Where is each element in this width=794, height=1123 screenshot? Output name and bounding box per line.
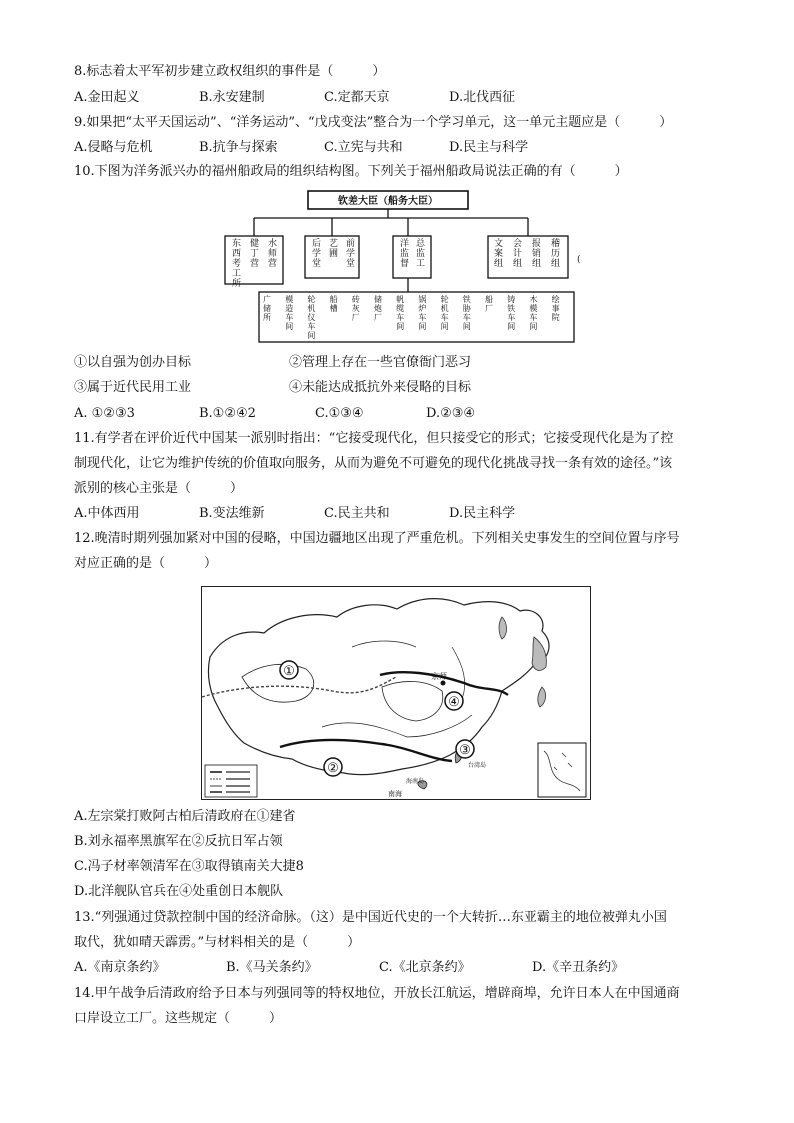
svg-text:①: ① [283, 664, 295, 679]
q10-option-d[interactable]: D.②③④ [426, 406, 476, 421]
map-marker-3 [456, 740, 474, 758]
org-chart-level3-col: 锅炉车间 [418, 295, 427, 331]
q8-option-d[interactable]: D.北伐西征 [449, 90, 516, 105]
q13-stem-line2: 取代，犹如晴天霹雳。”与材料相关的是（ ） [74, 935, 361, 950]
q11-option-c[interactable]: C.民主共和 [324, 506, 390, 521]
q11-stem-line3: 派别的核心主张是（ ） [74, 481, 244, 496]
q12-option-d[interactable]: D.北洋舰队官兵在④处重创日本舰队 [74, 884, 284, 899]
q13-option-c[interactable]: C.《北京条约》 [379, 960, 471, 975]
org-chart-level3-col: 铁胁车间 [462, 295, 471, 331]
map-marker-4 [445, 692, 463, 710]
org-chart-level3-col: 轮机车间 [440, 295, 449, 331]
q10-statement-1: ①以自强为创办目标 [74, 355, 192, 370]
org-chart-level2-col: 会计组 [513, 239, 523, 269]
org-chart-level2-col: 总监工 [416, 239, 426, 269]
org-chart-level3-col: 铸铁车间 [507, 295, 516, 331]
org-chart-level3-col: 木模车间 [529, 295, 538, 331]
svg-text:③: ③ [459, 743, 471, 758]
q9-option-c[interactable]: C.立宪与共和 [324, 140, 403, 155]
map-label-island: 台湾岛 [468, 762, 487, 769]
map-label-sea: 南海 [388, 790, 402, 798]
q12-option-b[interactable]: B.刘永福率黑旗军在②反抗日军占领 [74, 834, 283, 849]
org-chart-level2-col: 艺圃 [329, 239, 339, 259]
org-chart-level3-col: 帆缆车间 [396, 295, 405, 331]
org-chart-level2-col: 水师营 [268, 239, 278, 269]
org-chart-level2-col: 稽历组 [551, 239, 561, 269]
q8-stem: 8.标志着太平军初步建立政权组织的事件是（ ） [74, 64, 386, 79]
map-inset [538, 743, 586, 797]
org-chart-level3-col: 轮机仪车间 [307, 295, 316, 340]
org-chart-level2-col: 文案组 [494, 239, 504, 269]
org-chart-level3-col: 广储所 [263, 295, 271, 322]
q14-stem-line1: 14.甲午战争后清政府给予日本与列强同等的特权地位，开放长江航运，增辟商埠，允许日本人在中国通商 [74, 986, 680, 1001]
q9-option-d[interactable]: D.民主与科学 [449, 140, 529, 155]
q12-option-a[interactable]: A.左宗棠打败阿古柏后清政府在①建省 [74, 809, 296, 824]
q10-statement-2: ②管理上存在一些官僚衙门恶习 [289, 355, 472, 370]
q11-option-b[interactable]: B.变法维新 [199, 506, 265, 521]
q8-option-b[interactable]: B.永安建制 [199, 90, 265, 105]
q9-option-b[interactable]: B.抗争与探索 [199, 140, 278, 155]
org-chart-level3-col: 绘事院 [551, 295, 560, 322]
q8-option-a[interactable]: A.金田起义 [74, 90, 140, 105]
china-map [201, 586, 591, 800]
org-chart-level3-col: 模造车间 [285, 295, 294, 331]
q12-stem-line2: 对应正确的是（ ） [74, 556, 218, 571]
q10-option-a[interactable]: A. ①②③3 [74, 406, 135, 421]
q9-option-a[interactable]: A.侵略与危机 [74, 140, 153, 155]
q12-stem-line1: 12.晚清时期列强加紧对中国的侵略，中国边疆地区出现了严重危机。下列相关史事发生的空间位置与序号 [74, 531, 680, 546]
org-chart-level3-col: 船槽 [329, 295, 338, 313]
q10-statement-3: ③属于近代民用工业 [74, 380, 192, 395]
svg-text:④: ④ [448, 695, 460, 710]
q13-option-a[interactable]: A.《南京条约》 [74, 960, 166, 975]
map-marker-1 [280, 661, 298, 679]
q14-stem-line2: 口岸设立工厂。这些规定（ ） [74, 1011, 283, 1026]
org-chart-level2-col: 东西考工所 [232, 239, 242, 289]
org-chart-level2-col: 洋监督 [400, 239, 410, 269]
q13-option-b[interactable]: B.《马关条约》 [226, 960, 318, 975]
org-chart [222, 190, 580, 346]
org-chart-level3-col: 储炮厂 [374, 295, 382, 322]
q9-stem: 9.如果把“太平天国运动”、“洋务运动”、“戊戌变法”整合为一个学习单元，这一单元主题应是（ ） [74, 115, 673, 130]
map-label-hainan: 海南岛 [406, 778, 425, 785]
q10-option-c[interactable]: C.①③④ [315, 406, 364, 421]
org-chart-level3-col: 船厂 [485, 295, 493, 313]
svg-text:京师: 京师 [431, 672, 447, 681]
q10-statement-4: ④未能达成抵抗外来侵略的目标 [289, 380, 472, 395]
svg-text:②: ② [327, 761, 339, 776]
q12-option-c[interactable]: C.冯子材率领清军在③取得镇南关大捷8 [74, 859, 304, 874]
org-chart-level2-col: 前学堂 [346, 239, 356, 269]
org-chart-level2-col: 后学堂 [312, 239, 322, 269]
q11-stem-line2: 制现代化，让它为维护传统的价值取向服务，从而为避免不可避免的现代化挑战寻找一条有效的途径。”该 [74, 456, 673, 471]
q13-option-d[interactable]: D.《辛丑条约》 [532, 960, 625, 975]
q11-stem-line1: 11.有学者在评价近代中国某一派别时指出：“它接受现代化，但只接受它的形式；它接受现代化是为了控 [74, 431, 674, 446]
map-outline [208, 599, 549, 775]
map-legend [205, 765, 257, 797]
svg-text:(: ( [577, 255, 581, 265]
q11-option-d[interactable]: D.民主科学 [449, 506, 516, 521]
q11-option-a[interactable]: A.中体西用 [74, 506, 140, 521]
org-chart-level3-col: 砖灰厂 [351, 295, 360, 322]
map-marker-2 [324, 758, 342, 776]
org-chart-level2-col: 健丁营 [250, 239, 260, 269]
q13-stem-line1: 13.“列强通过贷款控制中国的经济命脉。（这）是中国近代史的一个大转折…东亚霸主的地位被弹丸小国 [74, 910, 667, 925]
org-chart-top: 钦差大臣（船务大臣） [338, 196, 438, 207]
q10-option-b[interactable]: B.①②④2 [199, 406, 256, 421]
q10-stem: 10.下图为洋务派兴办的福州船政局的组织结构图。下列关于福州船政局说法正确的有（ ） [74, 164, 628, 179]
q8-option-c[interactable]: C.定都天京 [324, 90, 390, 105]
org-chart-level2-col: 报销组 [532, 239, 542, 269]
map-capital [431, 671, 447, 686]
